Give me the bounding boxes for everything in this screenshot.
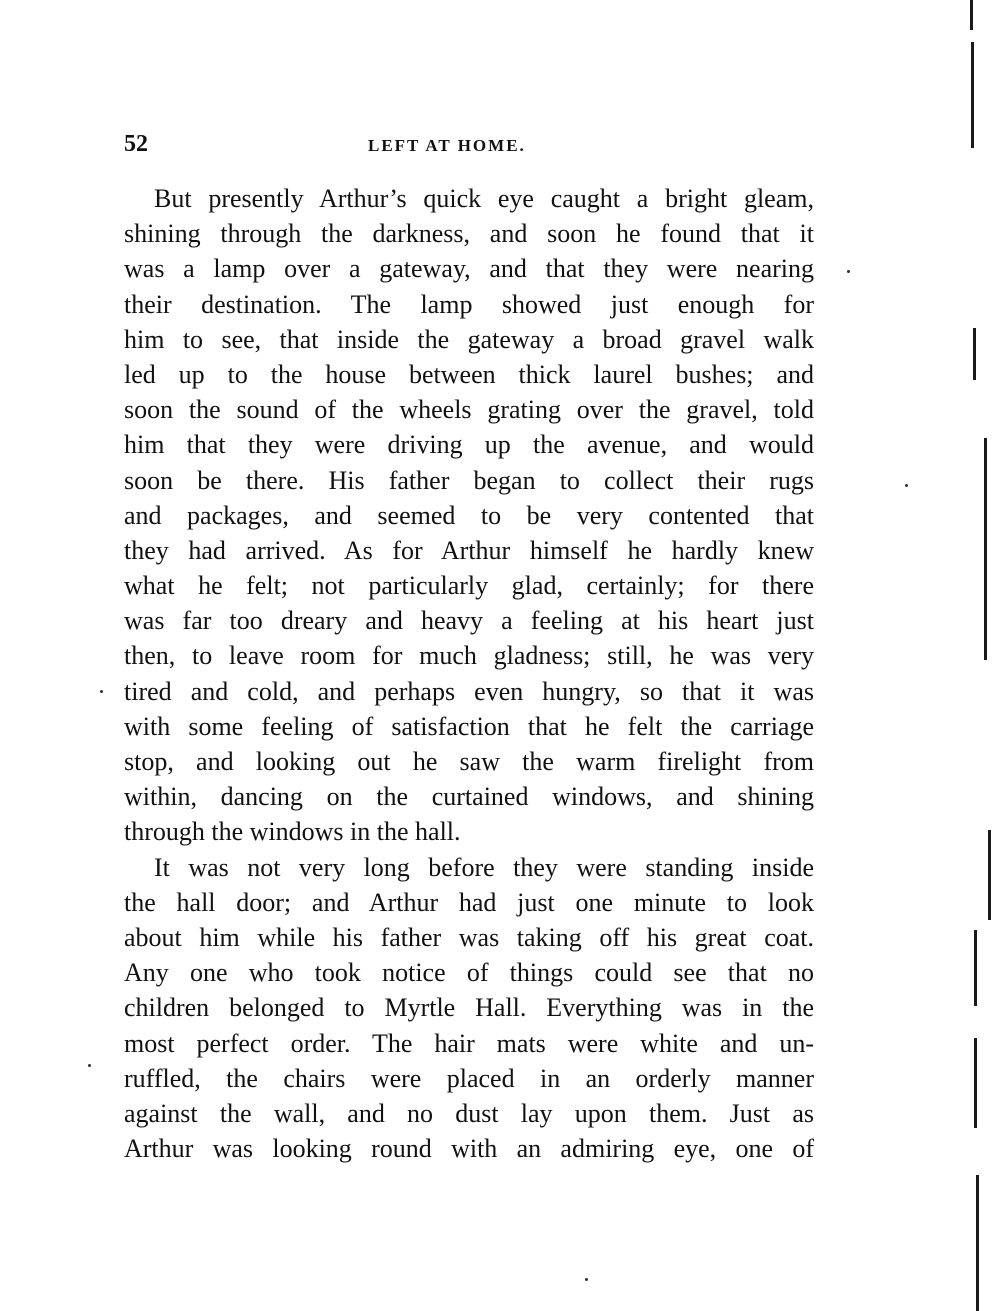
text-line: was far too dreary and heavy a feeling at his heart just (124, 606, 814, 636)
text-line: children belonged to Myrtle Hall. Everything was in the (124, 993, 814, 1023)
text-line: led up to the house between thick laurel bushes; and (124, 359, 814, 389)
text-line: ruffled, the chairs were placed in an orderly manner (124, 1063, 814, 1093)
text-line: what he felt; not particularly glad, certainly; for there (124, 571, 814, 601)
page-number: 52 (124, 131, 148, 157)
text-line: was a lamp over a gateway, and that they were nearing (124, 254, 814, 284)
text-line: and packages, and seemed to be very contented that (124, 500, 814, 530)
scan-edge-rule (971, 42, 974, 148)
text-line: most perfect order. The hair mats were white and un- (124, 1028, 814, 1058)
text-line: against the wall, and no dust lay upon them. Just as (124, 1098, 814, 1128)
text-line: through the windows in the hall. (124, 817, 461, 847)
scan-edge-rule (974, 1038, 977, 1128)
text-line: But presently Arthur’s quick eye caught a bright gleam, (154, 184, 814, 213)
scan-edge-rule (976, 1175, 979, 1311)
text-line: It was not very long before they were standing inside (154, 852, 814, 882)
text-line: shining through the darkness, and soon he found that it (124, 219, 814, 249)
scan-speck (847, 270, 850, 273)
text-line: within, dancing on the curtained windows, and shining (124, 782, 814, 812)
text-line: they had arrived. As for Arthur himself he hardly knew (124, 535, 814, 565)
scan-speck (100, 690, 103, 693)
text-line: Arthur was looking round with an admiring eye, one of (124, 1134, 814, 1164)
text-line: the hall door; and Arthur had just one minute to look (124, 887, 814, 917)
body-text (124, 181, 814, 1166)
text-line: Any one who took notice of things could see that no (124, 958, 814, 988)
scan-edge-rule (973, 328, 976, 380)
text-line: tired and cold, and perhaps even hungry, so that it was (124, 676, 814, 706)
text-line: soon the sound of the wheels grating over the gravel, told (124, 395, 814, 425)
text-line: about him while his father was taking off his great coat. (124, 922, 814, 952)
scan-edge-rule (970, 0, 973, 30)
scan-edge-rule (984, 438, 987, 660)
text-line: then, to leave room for much gladness; still, he was very (124, 641, 814, 671)
text-line: their destination. The lamp showed just enough for (124, 289, 814, 319)
text-line: soon be there. His father began to collect their rugs (124, 465, 814, 495)
text-line: him to see, that inside the gateway a broad gravel walk (124, 324, 814, 354)
scan-speck (585, 1278, 588, 1281)
scan-speck (88, 1064, 91, 1067)
text-line: him that they were driving up the avenue, and would (124, 430, 814, 460)
running-head: LEFT AT HOME. (368, 136, 526, 155)
scan-edge-rule (988, 830, 991, 920)
text-line: stop, and looking out he saw the warm firelight from (124, 747, 814, 776)
paragraph-1 (124, 181, 814, 850)
text-line: with some feeling of satisfaction that he felt the carriage (124, 711, 814, 741)
scan-edge-rule (974, 930, 977, 1006)
paragraph-2 (124, 850, 814, 1167)
scan-speck (905, 484, 908, 487)
